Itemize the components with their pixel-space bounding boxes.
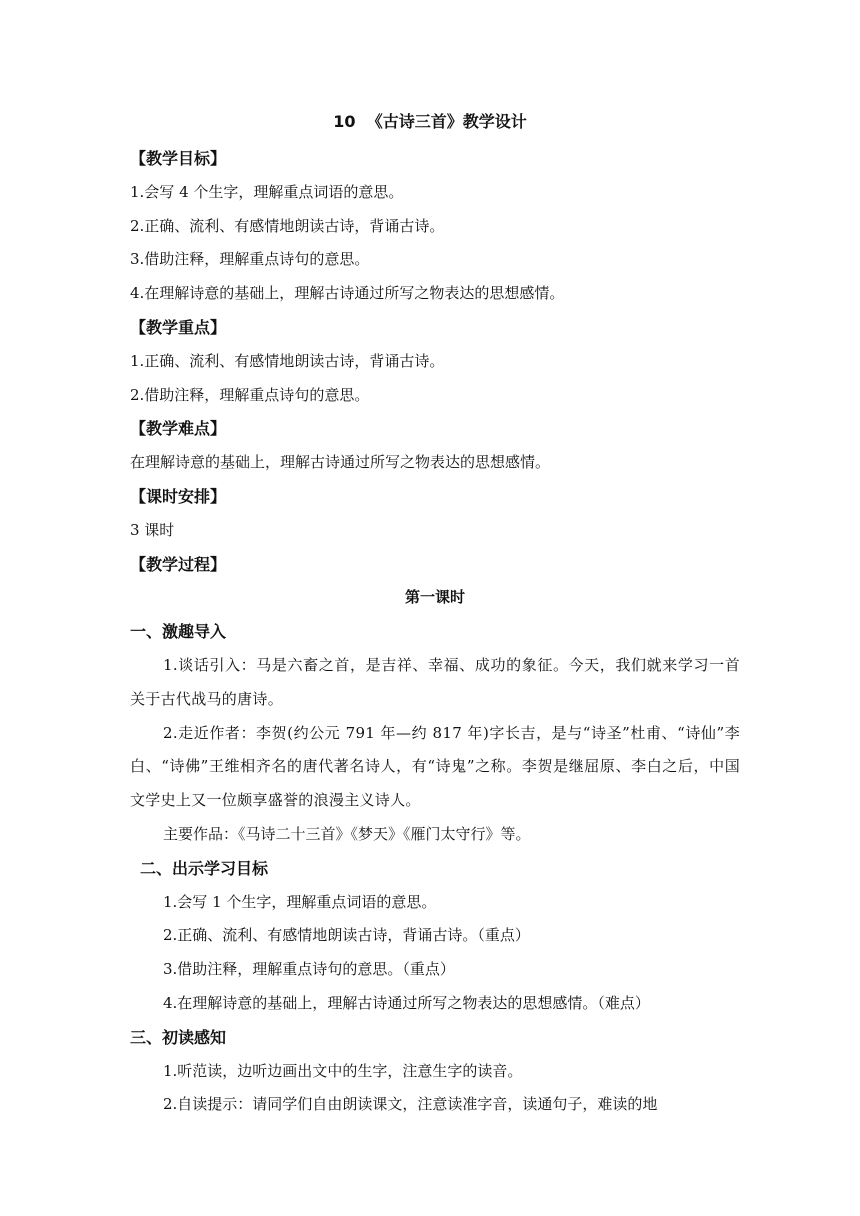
part-heading-first-reading: 三、初读感知 [130,1027,227,1047]
works-line: 主要作品：《马诗二十三首》《梦天》《雁门太守行》等。 [163,824,531,843]
part-heading-objectives: 二、出示学习目标 [140,858,269,878]
key-point-item: 1.正确、流利、有感情地朗读古诗，背诵古诗。 [130,351,445,370]
author-paragraph: 2.走近作者：李贺(约公元 791 年—约 817 年)字长吉，是与“诗圣”杜甫、“诗仙”李白、“诗佛”王维相齐名的唐代著名诗人，有“诗鬼”之称。李贺是继屈原、李白之后，中国文学史上又一位颇享盛誉的浪漫主义诗人。 [130,723,740,810]
goal-item: 3.借助注释，理解重点诗句的意思。 [130,250,370,269]
part-heading-intro: 一、激趣导入 [130,622,227,642]
reading-item: 1.听范读，边听边画出文中的生字，注意生字的读音。 [163,1061,523,1080]
key-point-item: 2.借助注释，理解重点诗句的意思。 [130,385,370,404]
document-body [130,142,740,1122]
goal-item: 1.会写 4 个生字，理解重点词语的意思。 [130,182,404,201]
objective-item: 4.在理解诗意的基础上，理解古诗通过所写之物表达的思想感情。（难点） [163,993,650,1012]
difficulty-text: 在理解诗意的基础上，理解古诗通过所写之物表达的思想感情。 [130,453,551,472]
goal-item: 2.正确、流利、有感情地朗读古诗，背诵古诗。 [130,216,445,235]
section-heading-process: 【教学过程】 [130,554,227,574]
objective-item: 1.会写 1 个生字，理解重点词语的意思。 [163,892,437,911]
reading-item: 2.自读提示：请同学们自由朗读课文，注意读准字音，读通句子，难读的地 [163,1095,658,1114]
section-heading-schedule: 【课时安排】 [130,486,227,506]
lesson-title: 第一课时 [404,588,465,607]
section-heading-difficulties: 【教学难点】 [130,419,227,439]
section-heading-goals: 【教学目标】 [130,149,227,168]
goal-item: 4.在理解诗意的基础上，理解古诗通过所写之物表达的思想感情。 [130,284,565,303]
schedule-text: 3 课时 [130,520,175,539]
section-heading-key-points: 【教学重点】 [130,317,227,337]
document-title: 10 《古诗三首》教学设计 [333,112,527,131]
objective-item: 2.正确、流利、有感情地朗读古诗，背诵古诗。（重点） [163,926,530,945]
intro-paragraph: 1.谈话引入：马是六畜之首，是吉祥、幸福、成功的象征。今天，我们就来学习一首关于古代战马的唐诗。 [130,655,740,708]
objective-item: 3.借助注释，理解重点诗句的意思。（重点） [163,960,455,979]
